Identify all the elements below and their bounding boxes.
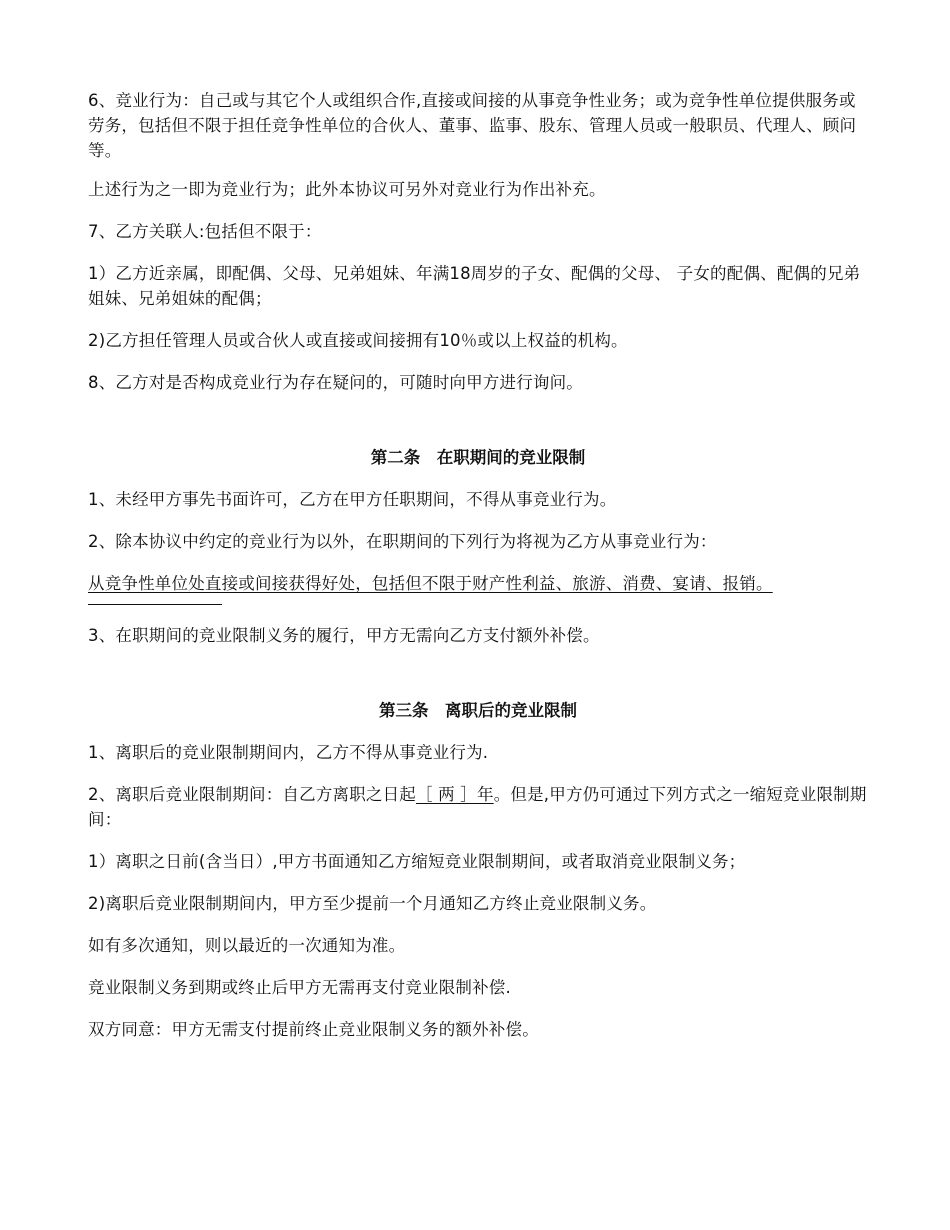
- article-2-item-1: 1、未经甲方事先书面许可，乙方在甲方任职期间，不得从事竞业行为。: [88, 490, 617, 509]
- underline-rule: [88, 604, 222, 605]
- article-3-item-2-suffix: 。但是,甲方仍可通过下列方式之一缩短竞业限制期间：: [88, 785, 867, 829]
- article-3-item-2-sub-2: 2)离职后竞业限制期间内，甲方至少提前一个月通知乙方终止竞业限制义务。: [88, 894, 657, 913]
- article-3-note-1: 如有多次通知，则以最近的一次通知为准。: [88, 936, 406, 955]
- clause-8-inquiry: 8、乙方对是否构成竞业行为存在疑问的，可随时向甲方进行询问。: [88, 373, 583, 392]
- clause-6-note: 上述行为之一即为竞业行为；此外本协议可另外对竞业行为作出补充。: [88, 180, 606, 199]
- article-3-item-2: [88, 782, 868, 832]
- article-3-note-2: 竞业限制义务到期或终止后甲方无需再支付竞业限制补偿.: [88, 978, 511, 997]
- article-2-item-2: 2、除本协议中约定的竞业行为以外，在职期间的下列行为将视为乙方从事竞业行为：: [88, 532, 717, 551]
- article-3-item-2-prefix: 2、离职后竞业限制期间：自乙方离职之日起: [88, 785, 416, 804]
- article-3-item-1: 1、离职后的竞业限制期间内，乙方不得从事竞业行为.: [88, 743, 489, 762]
- clause-6-competitive-behavior: 6、竞业行为：自己或与其它个人或组织合作,直接或间接的从事竞争性业务；或为竞争性单位提供服务或劳务，包括但不限于担任竞争性单位的合伙人、董事、监事、股东、管理人员或一般职员、代理人、顾问等。: [88, 91, 857, 160]
- period-blank: ［ 两 ］年: [416, 785, 494, 804]
- article-2-item-2-detail: 从竞争性单位处直接或间接获得好处，包括但不限于财产性利益、旅游、消费、宴请、报销。: [88, 574, 773, 593]
- clause-7-related-persons: 7、乙方关联人:包括但不限于：: [88, 222, 322, 241]
- article-3-heading: 第三条 离职后的竞业限制: [379, 701, 577, 720]
- clause-7-sub-2: 2)乙方担任管理人员或合伙人或直接或间接拥有10％或以上权益的机构。: [88, 331, 628, 350]
- article-2-item-3: 3、在职期间的竞业限制义务的履行，甲方无需向乙方支付额外补偿。: [88, 626, 600, 645]
- article-2-heading: 第二条 在职期间的竞业限制: [370, 448, 586, 467]
- article-3-note-3: 双方同意：甲方无需支付提前终止竞业限制义务的额外补偿。: [88, 1020, 539, 1039]
- document-page: [88, 88, 868, 1042]
- article-3-item-2-sub-1: 1）离职之日前(含当日）,甲方书面通知乙方缩短竞业限制期间，或者取消竞业限制义务；: [88, 852, 746, 871]
- clause-7-sub-1: 1）乙方近亲属，即配偶、父母、兄弟姐妹、年满18周岁的子女、配偶的父母、 子女的配偶、配偶的兄弟姐妹、兄弟姐妹的配偶；: [88, 264, 861, 308]
